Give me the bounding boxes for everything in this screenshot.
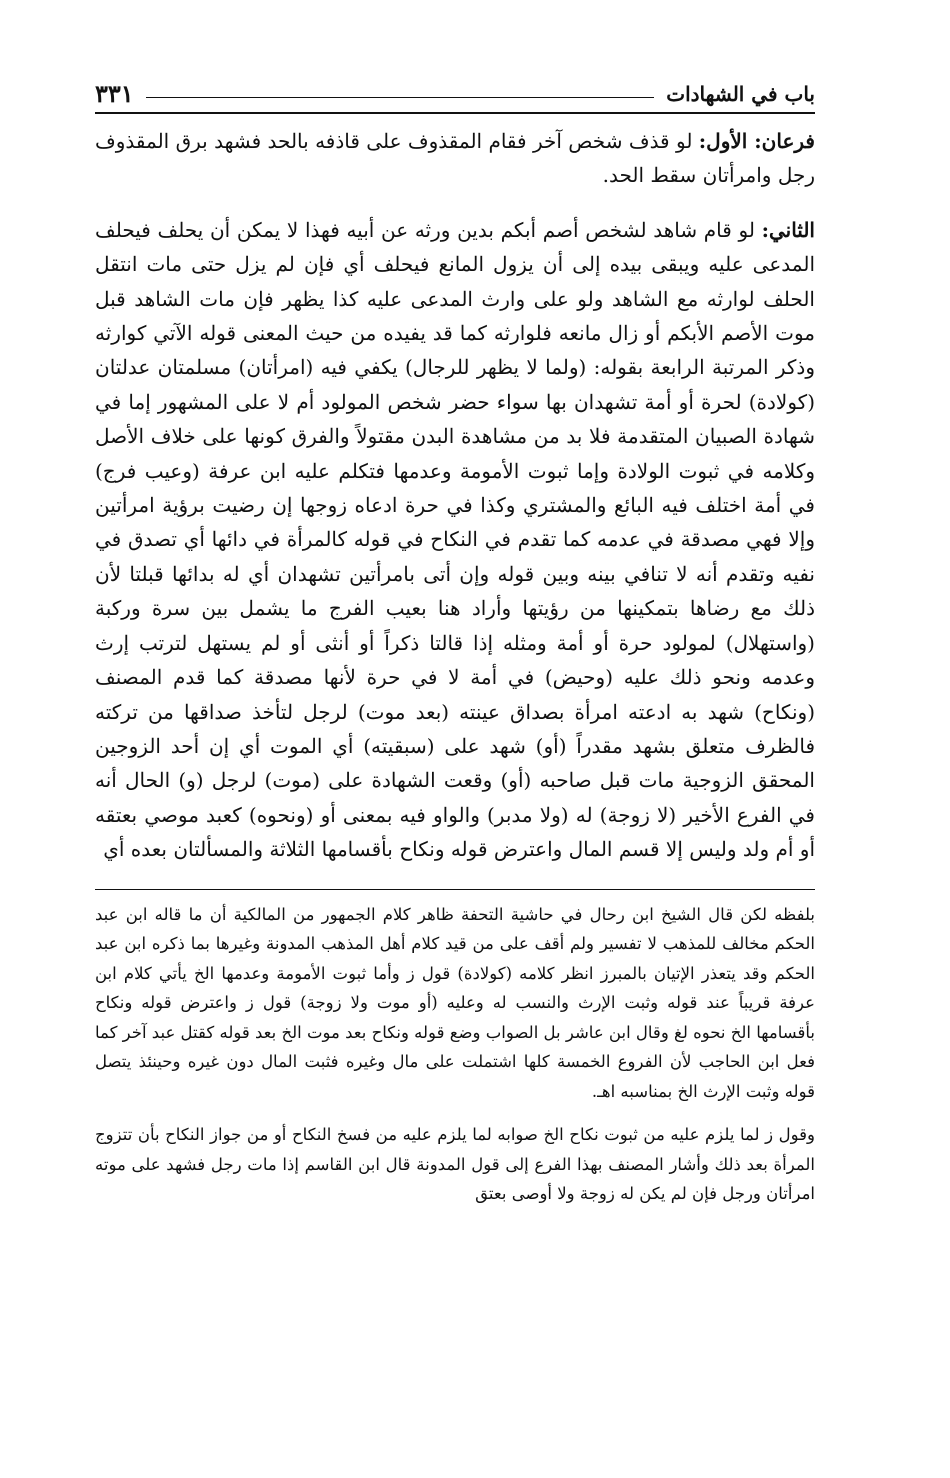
second-branch-label: الثاني:	[761, 217, 815, 242]
footnote-paragraph-1: بلفظه لكن قال الشيخ ابن رحال في حاشية التحفة ظاهر كلام الجمهور من المالكية أن ما قاله ابن عبد الحكم مخالف للمذهب لا تفسير ولم أقف على من قيد كلام أهل المذهب المدونة وغيرها بما ذكره ابن عبد الحكم وقد يتعذر الإتيان بالمبرز انظر كلامه (كولادة) قول ز وأما ثبوت الأمومة وعدمها الخ يأتي كلام ابن عرفة قريباً عند قوله وثبت الإرث والنسب له وعليه (أو موت ولا زوجة) قول ز واعترض قوله ونكاح بأقسامها الخ نحوه لغ وقال ابن عاشر بل الصواب وضع قوله ونكاح بعد موت الخ بعد قوله كقتل عبد آخر كما فعل ابن الحاجب لأن الفروع الخمسة كلها اشتملت على مال وغيره فثبت المال دون غيره وحينئذ يتصل قوله وثبت الإرث الخ بمناسبه اهـ.	[95, 904, 815, 1101]
main-text	[95, 124, 815, 867]
footnote-separator	[95, 889, 815, 890]
header-rule	[146, 97, 655, 98]
page-header	[95, 58, 815, 114]
chapter-title: باب في الشهادات	[666, 82, 815, 106]
book-page	[95, 58, 815, 1209]
first-branch-label: فرعان: الأول:	[698, 129, 815, 153]
second-branch-body: لو قام شاهد لشخص أصم أبكم بدين ورثه عن أبيه فهذا لا يمكن أن يحلف فيحلف المدعى عليه ويبقى بيده إلى أن يزول المانع فيحلف أي فإن لم يزل حتى مات انتقل الحلف لوارثه مع الشاهد ولو على وارث المدعى عليه كذا يظهر فإن مات الشاهد قبل موت الأصم الأبكم أو زال مانعه فلوارثه كما قد يفيده من حيث المعنى قوله الآتي كوارثه وذكر المرتبة الرابعة بقوله: (ولما لا يظهر للرجال) يكفي فيه (امرأتان) مسلمتان عدلتان (كولادة) لحرة أو أمة تشهدان بها سواء حضر شخص المولود أم لا على المشهور إما في شهادة الصبيان المتقدمة فلا بد من مشاهدة البدن مقتولاً والفرق كونها على خلاف الأصل وكلامه في ثبوت الولادة وإما ثبوت الأمومة وعدمها فتكلم عليه ابن عرفة (وعيب فرج) في أمة اختلف فيه البائع والمشتري وكذا في حرة ادعاه زوجها إن رضيت برؤية امرأتين وإلا فهي مصدقة في عدمه كما تقدم في النكاح في قوله كالمرأة في دائها أي تصدق في نفيه وتقدم أنه لا تنافي بينه وبين قوله وإن أتى بامرأتين تشهدان أي له بدائها قبلتا لأن ذلك مع رضاها بتمكينها من رؤيتها وأراد هنا بعيب الفرج ما يشمل بين سرة وركبة (واستهلال) لمولود حرة أو أمة ومثله إذا قالتا ذكراً أو أنثى أو لم يستهل لترتب إرث وعدمه ونحو ذلك عليه (وحيض) في أمة لا في حرة لأنها مصدقة كما قدم المصنف (ونكاح) شهد به ادعته امرأة بصداق عينته (بعد موت) لرجل لتأخذ صداقها من تركته فالظرف متعلق بشهد مقدراً (أو) شهد على (سبقيته) أي الموت أي إن أحد الزوجين المحقق الزوجية مات قبل صاحبه (أو) وقعت الشهادة على (موت) لرجل (و) الحال أنه في الفرع الأخير (لا زوجة) له (ولا مدبر) والواو فيه بمعنى أو (ونحوه) كعبد موصي بعتقه أو أم ولد وليس إلا قسم المال واعترض قوله ونكاح بأقسامها الثلاثة والمسألتان بعده أي	[95, 217, 815, 862]
paragraph-second-branch	[95, 213, 815, 867]
footnotes	[95, 900, 815, 1209]
page-number: ٣٣١	[95, 79, 134, 108]
first-branch-body: لو قذف شخص آخر فقام المقذوف على قاذفه بالحد فشهد برق المقذوف رجل وامرأتان سقط الحد.	[95, 129, 815, 188]
paragraph-first-branch	[95, 124, 815, 193]
footnote-paragraph-2: وقول ز لما يلزم عليه من ثبوت نكاح الخ صوابه لما يلزم عليه من فسخ النكاح أو من جواز النكاح بأن تتزوج المرأة بعد ذلك وأشار المصنف بهذا الفرع إلى قول المدونة قال ابن القاسم إذا مات رجل فشهد على موته امرأتان ورجل فإن لم يكن له زوجة ولا أوصى بعتق	[95, 1125, 815, 1204]
